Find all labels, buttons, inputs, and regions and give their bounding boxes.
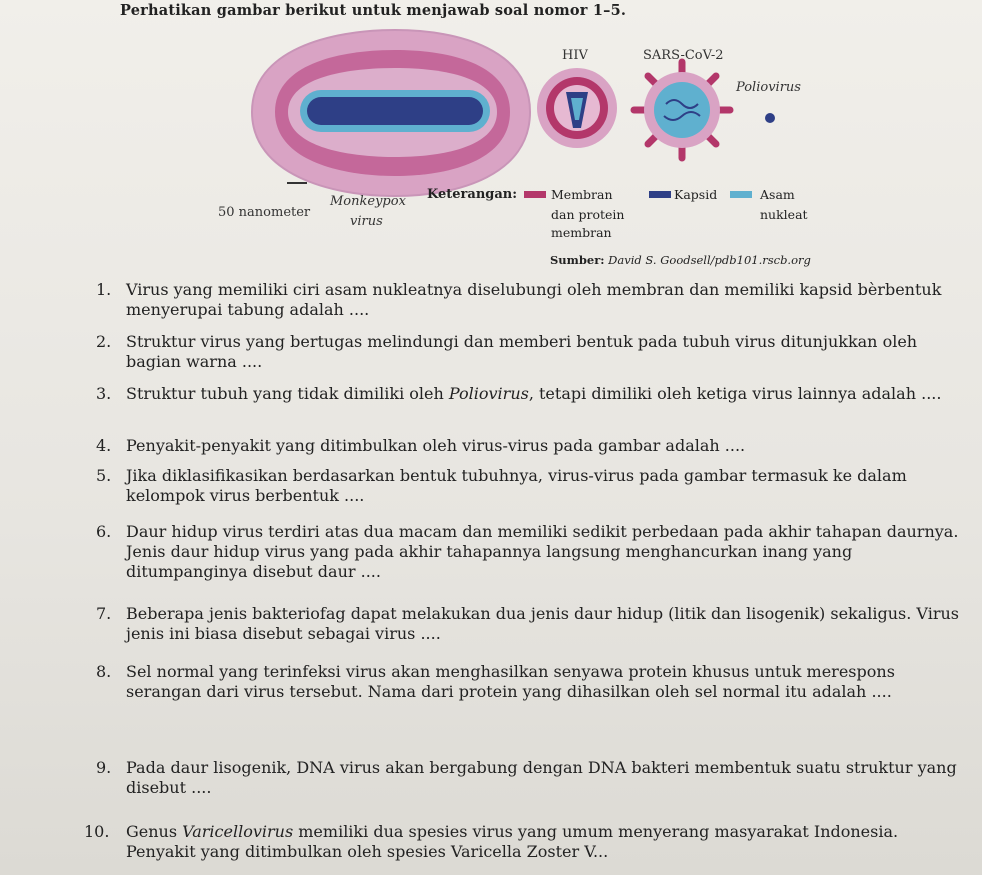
virus-figure: [0, 0, 982, 270]
legend-nucleic: Asam nukleat: [760, 187, 808, 222]
question-4: 4. Penyakit-penyakit yang ditimbulkan oleh virus-virus pada gambar adalah ....: [96, 436, 746, 455]
question-1: 1. Virus yang memiliki ciri asam nukleatnya diselubungi oleh membran dan memiliki kapsid bèrbentuk menyerupai tabung adalah ....: [96, 280, 942, 319]
sars-cov-2-virus-drawing: [634, 62, 730, 158]
scale-label: 50 nanometer: [218, 205, 311, 220]
question-3: 3. Struktur tubuh yang tidak dimiliki oleh Poliovirus, tetapi dimiliki oleh ketiga virus lainnya adalah ....: [96, 384, 942, 403]
question-7: 7. Beberapa jenis bakteriofag dapat melakukan dua jenis daur hidup (litik dan lisogenik) sekaligus. Virus jenis ini biasa disebut sebagai virus ....: [96, 604, 959, 643]
sars-label: SARS-CoV-2: [643, 48, 724, 63]
monkeypox-virus-drawing: [252, 30, 530, 196]
question-8: 8. Sel normal yang terinfeksi virus akan menghasilkan senyawa protein khusus untuk merespons serangan dari virus tersebut. Nama dari protein yang dihasilkan oleh sel normal itu adalah ....: [96, 662, 895, 701]
legend-swatch-membrane: [524, 191, 546, 198]
question-5: 5. Jika diklasifikasikan berdasarkan bentuk tubuhnya, virus-virus pada gambar termasuk ke dalam kelompok virus berbentuk ....: [96, 466, 907, 505]
question-2: 2. Struktur virus yang bertugas melindungi dan memberi bentuk pada tubuh virus ditunjukkan oleh bagian warna ....: [96, 332, 918, 371]
poliovirus-label: Poliovirus: [736, 80, 801, 95]
instruction-heading: Perhatikan gambar berikut untuk menjawab soal nomor 1–5.: [120, 2, 627, 19]
legend-title: Keterangan:: [427, 187, 518, 202]
legend-membrane: Membran dan protein membran: [551, 187, 625, 240]
poliovirus-drawing: [765, 113, 775, 123]
monkeypox-label-virus: virus: [350, 214, 383, 229]
hiv-virus-drawing: [537, 68, 617, 148]
question-6: 6. Daur hidup virus terdiri atas dua macam dan memiliki sedikit perbedaan pada akhir tahapan daurnya. Jenis daur hidup virus yang pada akhir tahapannya langsung menghancurkan inang yang ditumpanginya disebut daur ....: [96, 522, 959, 581]
question-10: 10. Genus Varicellovirus memiliki dua spesies virus yang umum menyerang masyarakat Indonesia. Penyakit yang ditimbulkan oleh spesies Varicella Zoster V...: [84, 822, 899, 861]
monkeypox-label: Monkeypox: [330, 194, 406, 209]
question-9: 9. Pada daur lisogenik, DNA virus akan bergabung dengan DNA bakteri membentuk suatu struktur yang disebut ....: [96, 758, 957, 797]
virus-illustration: [0, 0, 982, 270]
figure-source: Sumber: David S. Goodsell/pdb101.rscb.org: [550, 253, 811, 267]
legend-capsid: Kapsid: [674, 187, 718, 202]
legend-swatch-nucleic: [730, 191, 752, 198]
hiv-label: HIV: [562, 48, 588, 63]
legend-swatch-capsid: [649, 191, 671, 198]
